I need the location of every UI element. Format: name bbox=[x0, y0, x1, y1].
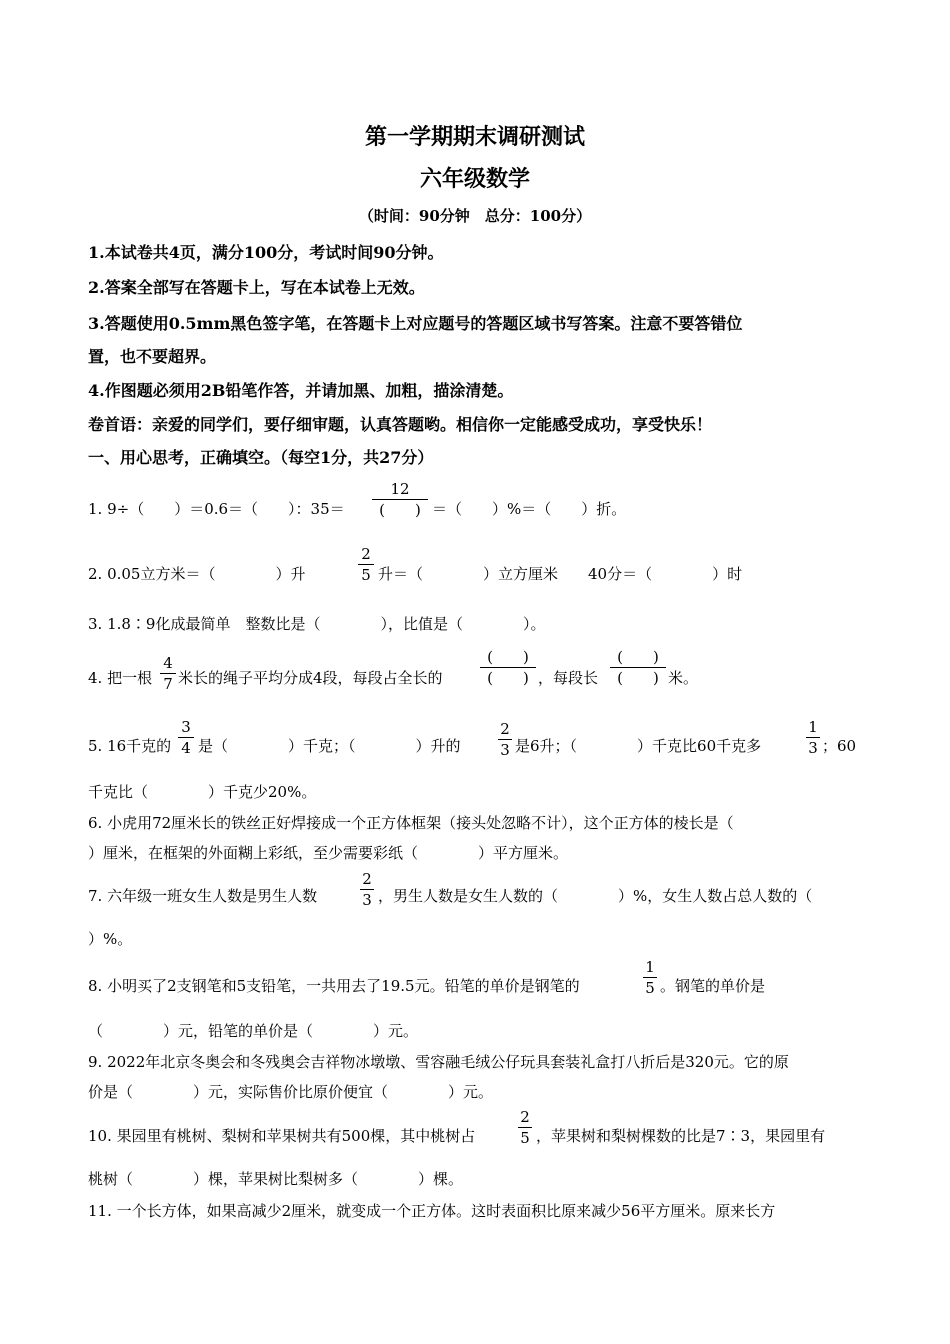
q1-text-b: ＝（ ）%＝（ ）折。 bbox=[432, 500, 627, 518]
question-8: 8. 小明买了2支钢笔和5支铅笔，一共用去了19.5元。铅笔的单价是钢笔的 bbox=[88, 977, 580, 995]
page-title: 第一学期期末调研测试 bbox=[364, 124, 585, 150]
q5-text-c: 是6升；（ ）千克比60千克多 bbox=[515, 737, 762, 755]
q10-line-2: 桃树（ ）棵，苹果树比梨树多（ ）棵。 bbox=[88, 1170, 464, 1188]
question-4: 4. 把一根 bbox=[88, 669, 153, 687]
q5-text-e: ；60 bbox=[822, 737, 857, 755]
q7-fraction: 2 3 bbox=[360, 870, 374, 909]
question-9: 9. 2022年北京冬奥会和冬残奥会吉祥物冰墩墩、雪容融毛绒公仔玩具套装礼盒打八折后是320元。它的原 bbox=[88, 1053, 789, 1071]
question-11: 11. 一个长方体，如果高减少2厘米，就变成一个正方体。这时表面积比原来减少56平方厘米。原来长方 bbox=[88, 1202, 776, 1220]
page-subtitle: 六年级数学 bbox=[419, 166, 530, 192]
q7-line-2: ）%。 bbox=[88, 930, 133, 948]
note-4: 4.作图题必须用2B铅笔作答，并请加黑、加粗，描涂清楚。 bbox=[88, 381, 514, 400]
q2-text-b: 升＝（ ）立方厘米 40分＝（ ）时 bbox=[378, 565, 743, 583]
q1-frac-den: ( ) bbox=[379, 501, 421, 519]
question-6: 6. 小虎用72厘米长的铁丝正好焊接成一个正方体框架（接头处忽略不计），这个正方体的棱长是（ bbox=[88, 814, 734, 832]
question-2: 2. 0.05立方米＝（ ）升 bbox=[88, 565, 306, 583]
q5-fraction-2: 2 3 bbox=[498, 720, 512, 759]
q4-text-d: 米。 bbox=[668, 669, 699, 687]
note-3-cont: 置，也不要超界。 bbox=[88, 347, 217, 366]
q1-frac-num: 12 bbox=[390, 480, 410, 498]
note-1: 1.本试卷共4页，满分100分，考试时间90分钟。 bbox=[88, 243, 444, 262]
time-info: （时间：90分钟 总分：100分） bbox=[358, 207, 592, 225]
q4-text-b: 米长的绳子平均分成4段，每段占全长的 bbox=[178, 669, 443, 687]
q6-line-2: ）厘米，在框架的外面糊上彩纸，至少需要彩纸（ ）平方厘米。 bbox=[88, 844, 569, 862]
q5-line-2: 千克比（ ）千克少20%。 bbox=[88, 783, 317, 801]
q1-fraction bbox=[372, 480, 428, 519]
question-5: 5. 16千克的 bbox=[88, 737, 172, 755]
section-1-heading: 一、用心思考，正确填空。（每空1分，共27分） bbox=[88, 448, 434, 467]
q4-fraction: 4 7 bbox=[160, 654, 176, 693]
q2-fraction: 2 5 bbox=[358, 545, 374, 584]
q10-fraction: 2 5 bbox=[518, 1108, 532, 1147]
q4-text-c: ，每段长 bbox=[538, 669, 599, 687]
q8-fraction: 1 5 bbox=[643, 958, 657, 997]
note-2: 2.答案全部写在答题卡上，写在本试卷上无效。 bbox=[88, 278, 425, 297]
q5-fraction-3: 1 3 bbox=[806, 718, 820, 757]
question-1 bbox=[88, 498, 345, 519]
q7-text-b: ，男生人数是女生人数的（ ）%，女生人数占总人数的（ bbox=[378, 887, 813, 905]
q4-blank-fraction-2: ( ) ( ) bbox=[610, 648, 666, 687]
preface: 卷首语：亲爱的同学们，要仔细审题，认真答题哟。相信你一定能感受成功，享受快乐！ bbox=[88, 415, 713, 434]
q8-line-2: （ ）元，铅笔的单价是（ ）元。 bbox=[88, 1022, 419, 1040]
q10-text-b: ，苹果树和梨树棵数的比是7∶3，果园里有 bbox=[536, 1127, 826, 1145]
question-10: 10. 果园里有桃树、梨树和苹果树共有500棵，其中桃树占 bbox=[88, 1127, 476, 1145]
question-7: 7. 六年级一班女生人数是男生人数 bbox=[88, 887, 318, 905]
q5-fraction-1: 3 4 bbox=[178, 718, 194, 757]
q8-text-b: 。钢笔的单价是 bbox=[660, 977, 766, 995]
q9-line-2: 价是（ ）元，实际售价比原价便宜（ ）元。 bbox=[88, 1083, 494, 1101]
q4-blank-fraction-1: ( ) ( ) bbox=[480, 648, 536, 687]
question-3: 3. 1.8∶9化成最简单 整数比是（ ），比值是（ ）。 bbox=[88, 615, 546, 633]
q5-text-b: 是（ ）千克；（ ）升的 bbox=[198, 737, 461, 755]
q1-text-a: 1. 9÷（ ）＝0.6＝（ ）：35＝ bbox=[88, 500, 345, 518]
note-3: 3.答题使用0.5mm黑色签字笔，在答题卡上对应题号的答题区域书写答案。注意不要答错位 bbox=[88, 314, 743, 333]
